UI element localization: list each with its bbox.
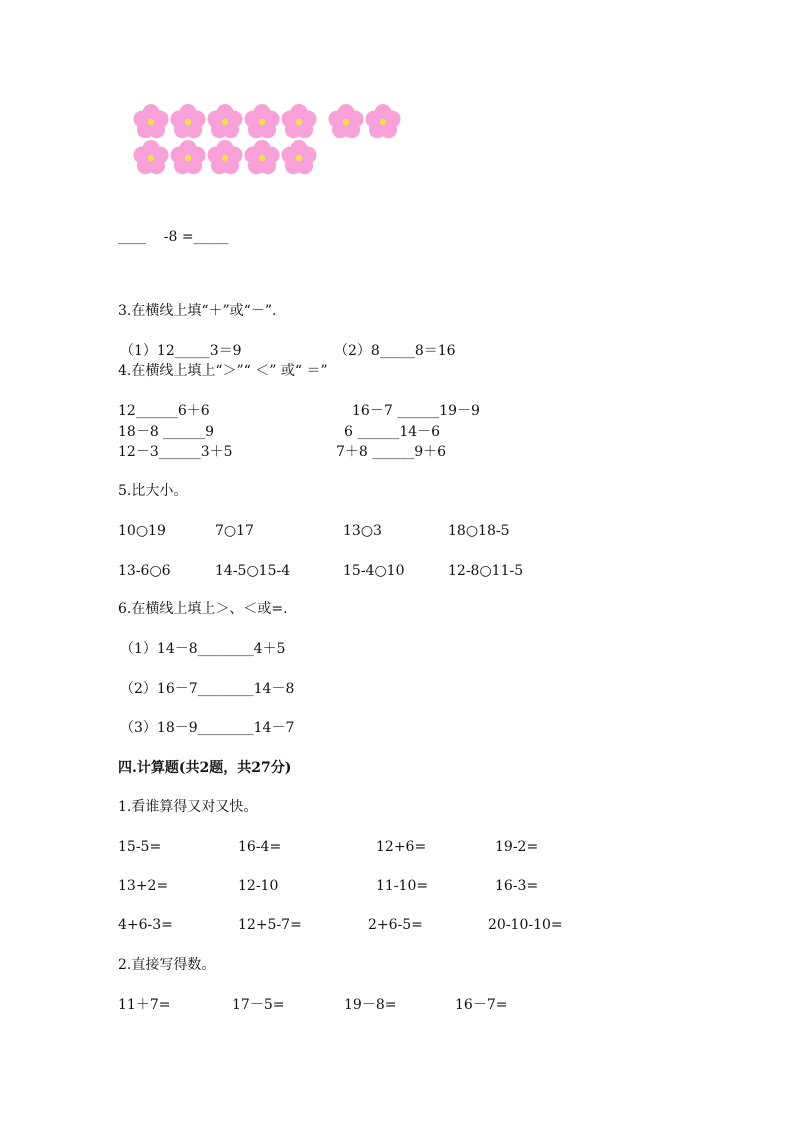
q4-row2-left: 18－8 ______9 xyxy=(118,424,215,440)
q4-row3-right: 7＋8 ______9＋6 xyxy=(336,444,447,460)
c1-cell: 2+6-5= xyxy=(368,917,423,933)
c1-cell: 12+5-7= xyxy=(238,917,302,933)
flower-icon xyxy=(242,138,282,178)
q5-cell: 7○17 xyxy=(215,523,254,539)
flower-icon xyxy=(205,138,245,178)
flower-icon xyxy=(205,102,245,142)
q6-item-2: （2）16－7________14－8 xyxy=(120,681,295,697)
flower-icon xyxy=(168,138,208,178)
q5-cell: 14-5○15-4 xyxy=(215,563,291,579)
q3-title: 3.在横线上填“＋”或“－”. xyxy=(118,303,277,319)
q5-title: 5.比大小。 xyxy=(118,483,188,499)
c1-cell: 16-4= xyxy=(238,839,282,855)
q4-row3-left: 12－3______3＋5 xyxy=(118,444,233,460)
q2-expression: ____ -8 =_____ xyxy=(118,229,229,245)
c1-cell: 11-10= xyxy=(376,878,429,894)
flower-icon xyxy=(326,102,366,142)
flower-icon xyxy=(279,102,319,142)
q5-cell: 13○3 xyxy=(343,523,382,539)
c1-cell: 13+2= xyxy=(118,878,169,894)
q6-item-3: （3）18－9________14－7 xyxy=(120,720,295,736)
q5-cell: 12-8○11-5 xyxy=(448,563,524,579)
flower-icon xyxy=(131,102,171,142)
q5-cell: 13-6○6 xyxy=(118,563,171,579)
q5-cell: 18○18-5 xyxy=(448,523,510,539)
flower-icon xyxy=(279,138,319,178)
c2-cell: 16－7= xyxy=(455,997,508,1013)
q3-item-1: （1）12_____3＝9 xyxy=(120,343,242,359)
c2-cell: 19－8= xyxy=(344,997,397,1013)
q5-cell: 10○19 xyxy=(118,523,166,539)
q4-title: 4.在横线上填上“＞”“ ＜” 或“ ＝” xyxy=(118,363,328,379)
q4-row1-right: 16－7 ______19－9 xyxy=(352,403,480,419)
c2-title: 2.直接写得数。 xyxy=(118,957,216,973)
q4-row2-right: 6 ______14－6 xyxy=(344,424,441,440)
c1-cell: 12+6= xyxy=(376,839,427,855)
c2-cell: 11＋7= xyxy=(118,997,171,1013)
c2-cell: 17－5= xyxy=(232,997,285,1013)
c1-cell: 19-2= xyxy=(495,839,539,855)
c1-cell: 12-10 xyxy=(238,878,279,894)
q6-item-1: （1）14－8________4＋5 xyxy=(120,641,286,657)
c1-cell: 16-3= xyxy=(495,878,539,894)
c1-title: 1.看谁算得又对又快。 xyxy=(118,799,258,815)
flower-icon xyxy=(131,138,171,178)
c1-cell: 15-5= xyxy=(118,839,162,855)
flower-icon xyxy=(363,102,403,142)
q6-title: 6.在横线上填上＞、＜或=. xyxy=(118,601,288,617)
flower-icon xyxy=(242,102,282,142)
section4-heading: 四.计算题(共2题，共27分) xyxy=(118,760,292,776)
flower-icon xyxy=(168,102,208,142)
c1-cell: 20-10-10= xyxy=(488,917,563,933)
q3-item-2: （2）8_____8＝16 xyxy=(334,343,456,359)
q5-cell: 15-4○10 xyxy=(343,563,405,579)
q4-row1-left: 12______6＋6 xyxy=(118,403,210,419)
c1-cell: 4+6-3= xyxy=(118,917,173,933)
